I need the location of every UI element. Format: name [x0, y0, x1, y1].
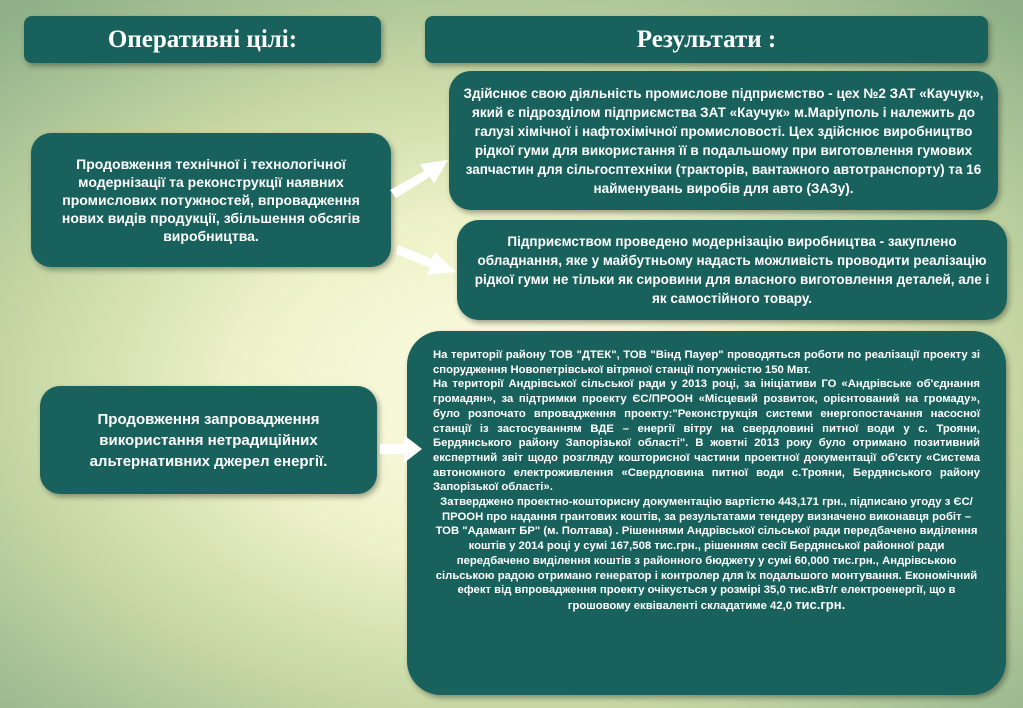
goal-modernization [31, 133, 391, 267]
arrow-up-right-icon [386, 150, 452, 202]
goal-modernization-text: Продовження технічної і технологічної модернізації та реконструкції наявних промислових потужностей, впровадження нових видів продукції, збільшення обсягів виробництва. [61, 156, 361, 244]
goal-alternative-energy [40, 386, 377, 494]
result-andrivka-project-paragraph: На території Андрівської сільської ради у 2013 році, за ініціативи ГО «Андрівське об'єднання громадян», за підтримки проекту ЄС/ПРООН «Місцевий розвиток, орієнтований на громаду», було розпочато впровадження проекту:"Реконструкція системи енергопостачання насосної станції із застосуванням ВДЕ – енергії вітру на свердловині питної води у с. Трояни, Бердянського району Запорізької області". В жовтні 2013 року було отримано позитивний експертний звіт щодо розгляду кошторисної частини проектної документації об'єкту «Система автономного електроживлення «Свердловина питної води с.Трояни, Бердянського району Запорізької області». [433, 378, 980, 494]
result-funding-unit: тис.грн. [795, 596, 846, 612]
operational-goals-title: Оперативні цілі: [107, 25, 298, 53]
result-modernization [457, 220, 1007, 320]
results-header [425, 16, 988, 63]
arrow-right-icon [378, 431, 424, 467]
result-funding-text: Затверджено проектно-кошторисну документацію вартістю 443,171 грн., підписано угоду з ЄС/ПРООН про надання грантових коштів, за результатами тендеру визначено виконавця робіт – ТОВ "Адамант БР" (м. Полтава) . Рішеннями Андрівської сільської ради передбачено виділення коштів у 2014 році у сумі 167,508 тис.грн., рішенням сесії Бердянської районної ради передбачено виділення коштів з районного бюджету у сумі 60,000 тис.грн., Андрівською сільською радою отримано генератор і контролер для їх подальшого монтування. Економічний ефект від впровадження проекту очікується у розмірі 35,0 тис.кВт/г електроенергії, що в грошовому еквіваленті складатиме 42,0 [435, 496, 978, 612]
result-modernization-text: Підприємством проведено модернізацію виробництва - закуплено обладнання, яке у майбутньому надасть можливість проводити реалізацію рідкої гуми не тільки як сировини для власного виготовлення деталей, але і як самостійного товару. [474, 234, 990, 306]
results-title: Результати : [636, 25, 777, 53]
result-kauchuk-enterprise [449, 71, 998, 210]
operational-goals-header [24, 16, 381, 63]
result-energy-projects [407, 331, 1006, 695]
arrow-down-right-icon [394, 235, 460, 283]
goal-alternative-energy-text: Продовження запровадження використання нетрадиційних альтернативних джерел енергії. [89, 410, 328, 470]
result-wind-station-paragraph: На території району ТОВ "ДТЕК", ТОВ "Вінд Пауер" проводяться роботи по реалізації проекту зі спорудження Новопетрівської вітряної станції потужністю 150 Мвт. [433, 349, 980, 376]
result-funding-paragraph [433, 495, 980, 614]
result-kauchuk-text: Здійснює свою діяльність промислове підприємство - цех №2 ЗАТ «Каучук», який є підрозділом підприємства ЗАТ «Каучук» м.Маріуполь і належить до галузі хімічної і нафтохімічної промисловості. Цех здійснює виробництво рідкої гуми для використання її в подальшому при виготовлення гумових запчастин для сільгосптехніки (тракторів, вантажного автотранспорту) та 16 найменувань виробів для авто (ЗАЗу). [463, 85, 984, 196]
